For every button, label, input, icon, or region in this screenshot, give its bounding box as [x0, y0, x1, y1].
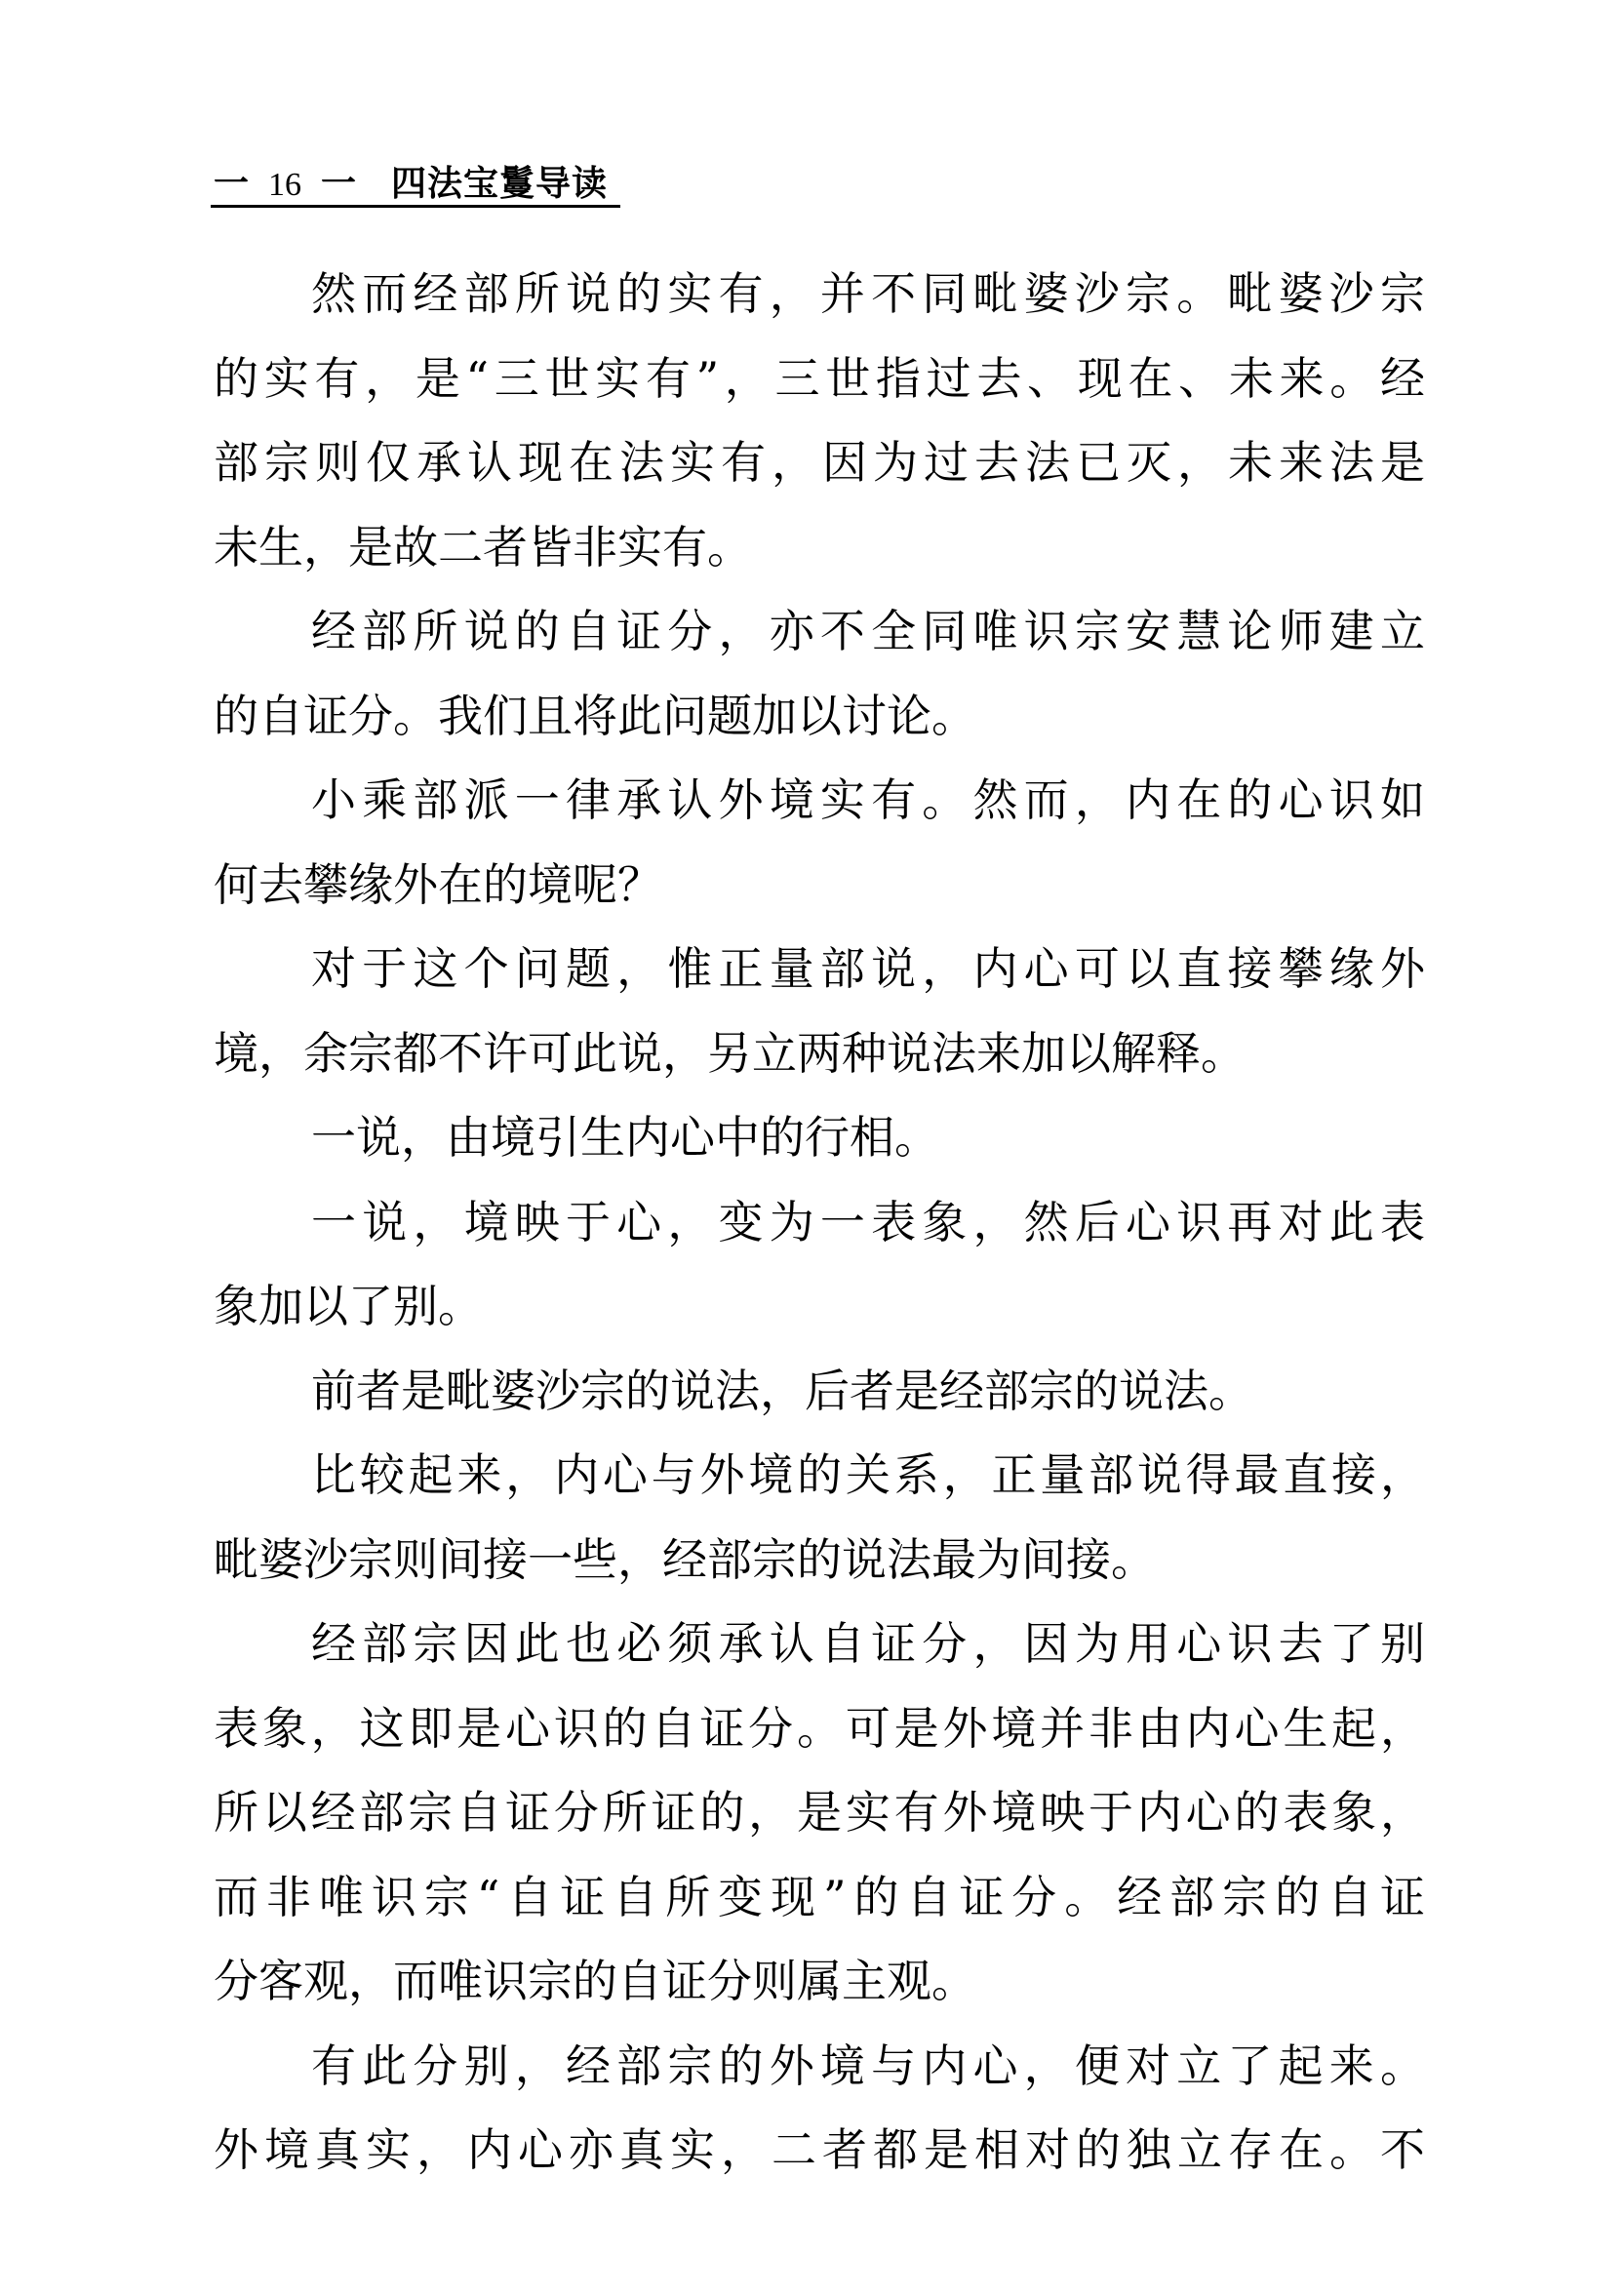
text-line: 有此分别，经部宗的外境与内心，便对立了起来。: [311, 2039, 1425, 2092]
text-line: 分客观，而唯识宗的自证分则属主观。: [214, 1955, 976, 2007]
text-line: 毗婆沙宗则间接一些，经部宗的说法最为间接。: [214, 1532, 1156, 1586]
text-line: 一说，境映于心，变为一表象，然后心识再对此表: [311, 1195, 1425, 1248]
text-line: 经部所说的自证分，亦不全同唯识宗安慧论师建立: [311, 605, 1425, 657]
text-line: 而非唯识宗“自证自所变现”的自证分。经部宗的自证: [214, 1870, 1425, 1923]
text-line: 对于这个问题，惟正量部说，内心可以直接攀缘外: [311, 942, 1425, 995]
header-dash-right: 一: [320, 163, 356, 204]
text-line: 部宗则仅承认现在法实有，因为过去法已灭，未来法是: [214, 436, 1425, 489]
book-title: 四法宝鬘导读: [391, 163, 609, 204]
text-line: 境，余宗都不许可此说，另立两种说法来加以解释。: [214, 1026, 1246, 1080]
paragraph: [214, 2024, 1425, 2193]
text-line: 的实有，是“三世实有”，三世指过去、现在、未来。经: [214, 351, 1425, 405]
paragraph: [214, 1602, 1425, 2024]
text-line: 未生，是故二者皆非实有。: [214, 520, 752, 574]
text-line: 前者是毗婆沙宗的说法，后者是经部宗的说法。: [311, 1364, 1253, 1417]
text-line: 表象，这即是心识的自证分。可是外境并非由内心生起，: [214, 1701, 1425, 1755]
text-line: 然而经部所说的实有，并不同毗婆沙宗。毗婆沙宗: [311, 267, 1425, 320]
text-line: 外境真实，内心亦真实，二者都是相对的独立存在。不: [214, 2123, 1425, 2176]
page-number: 16: [268, 167, 301, 203]
text-line: 的自证分。我们且将此问题加以讨论。: [214, 689, 976, 742]
header-dash-left: 一: [213, 163, 249, 204]
paragraph: [214, 1095, 1425, 1180]
text-line: 何去攀缘外在的境呢？: [214, 857, 662, 911]
text-line: 象加以了别。: [214, 1280, 483, 1332]
text-line: 经部宗因此也必须承认自证分，因为用心识去了别: [311, 1617, 1425, 1670]
page-body-text: [214, 252, 1425, 2193]
paragraph: [214, 927, 1425, 1095]
paragraph: [214, 1433, 1425, 1602]
text-line: 小乘部派一律承认外境实有。然而，内在的心识如: [311, 773, 1425, 826]
paragraph: [214, 252, 1425, 589]
text-line: 一说，由境引生内心中的行相。: [311, 1111, 939, 1164]
paragraph: [214, 1180, 1425, 1349]
paragraph: [214, 1349, 1425, 1434]
header-rule: [211, 205, 620, 208]
running-header: [212, 156, 608, 206]
paragraph: [214, 589, 1425, 758]
text-line: 所以经部宗自证分所证的，是实有外境映于内心的表象，: [214, 1786, 1425, 1839]
paragraph: [214, 758, 1425, 927]
text-line: 比较起来，内心与外境的关系，正量部说得最直接，: [311, 1448, 1425, 1501]
